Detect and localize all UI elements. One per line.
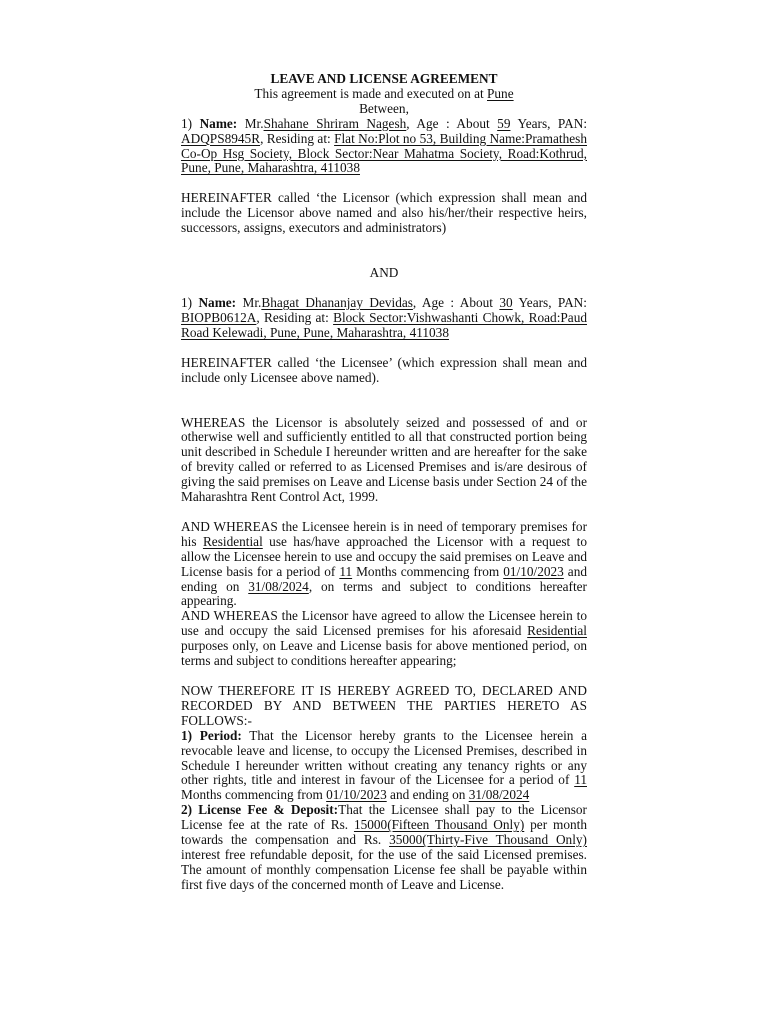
clause-fee-text-2: per month towards the compensation and Rs. (181, 817, 588, 848)
party1-address: Flat No:Plot no 53, Building Name:Pramathesh Co-Op Hsg Society, Block Sector:Near Mahatma Society, Road:Kothrud, Pune, Pune, Maharashtra, 411038 (181, 130, 587, 176)
party1-number: 1) (181, 115, 200, 131)
clause-period (181, 729, 587, 804)
whereas2-text-4: and ending on (181, 563, 587, 594)
clause-period-label: 1) Period: (181, 727, 242, 743)
party1-age: 59 (497, 115, 511, 131)
whereas2-months: 11 (339, 563, 353, 579)
licensor-clause: HEREINAFTER called ‘the Licensor (which expression shall mean and include the Licensor above named and also his/her/their respective heirs, successors, assigns, executors and administrators) (181, 190, 587, 236)
agreement-document (181, 72, 587, 893)
party1-paragraph (181, 117, 587, 177)
intro-text: This agreement is made and executed on at (254, 85, 487, 101)
party2-years-text: Years, PAN: (512, 294, 587, 310)
whereas-paragraph-3 (181, 609, 587, 669)
clause-period-text-2: Months commencing from (181, 787, 327, 803)
clause-period-end-date: 31/08/2024 (468, 787, 530, 803)
clause-fee-label: 2) License Fee & Deposit: (181, 802, 339, 818)
between-line: Between, (359, 100, 409, 116)
intro-place: Pune (487, 85, 514, 101)
party1-name-label: Name: (199, 115, 238, 131)
clause-period-start-date: 01/10/2023 (326, 787, 387, 803)
party1-name: Shahane Shriram Nagesh (263, 115, 407, 131)
whereas2-text-3: Months commencing from (352, 563, 504, 579)
clause-fee-amount: 15000(Fifteen Thousand Only) (353, 817, 525, 833)
party2-address: Block Sector:Vishwashanti Chowk, Road:Paud Road Kelewadi, Pune, Pune, Maharashtra, 411038 (181, 309, 587, 340)
party1-residing-text: , Residing at: (260, 130, 335, 146)
whereas3-text-2: purposes only, on Leave and License basis for above mentioned period, on terms and subject to conditions hereafter appearing; (181, 638, 587, 669)
whereas3-use: Residential (527, 623, 587, 639)
whereas2-end-date: 31/08/2024 (248, 578, 309, 594)
clause-deposit-amount: 35000(Thirty-Five Thousand Only) (389, 832, 587, 848)
party1-age-text: , Age : About (406, 115, 498, 131)
whereas-paragraph-1: WHEREAS the Licensor is absolutely seized and possessed of and or otherwise well and sufficiently entitled to all that constructed portion being unit described in Schedule I hereunder written and are hereafter for the sake of brevity called or referred to as Licensed Premises and is/are desirous of giving the said premises on Leave and License basis under Section 24 of the Maharashtra Rent Control Act, 1999. (181, 414, 587, 505)
whereas3-text-1: AND WHEREAS the Licensor have agreed to allow the Licensee herein to use and occupy the said Licensed premises for his aforesaid (181, 608, 587, 639)
whereas-paragraph-2 (181, 520, 587, 609)
party2-name-label: Name: (198, 294, 237, 310)
party2-name-prefix: Mr. (236, 294, 262, 310)
intro-line (181, 87, 587, 102)
party1-name-prefix: Mr. (237, 115, 264, 131)
clause-fee-text-3: interest free refundable deposit, for the use of the said Licensed premises. The amount of monthly compensation License fee shall be payable within first five days of the concerned month of Leave and License. (181, 846, 587, 892)
party2-number: 1) (181, 294, 199, 310)
clause-fee-text-1: That the Licensee shall pay to the Licensor License fee at the rate of Rs. (181, 802, 587, 833)
party2-residing-text: , Residing at: (256, 309, 334, 325)
whereas2-start-date: 01/10/2023 (503, 563, 564, 579)
now-therefore-heading: NOW THEREFORE IT IS HEREBY AGREED TO, DECLARED AND RECORDED BY AND BETWEEN THE PARTIES HERETO AS FOLLOWS:- (181, 683, 587, 728)
whereas2-use: Residential (202, 533, 263, 549)
licensee-clause: HEREINAFTER called ‘the Licensee’ (which expression shall mean and include only Licensee above named). (181, 354, 587, 385)
whereas2-text-1: AND WHEREAS the Licensee herein is in need of temporary premises for his (181, 518, 587, 549)
party2-age: 30 (499, 294, 513, 310)
document-title: LEAVE AND LICENSE AGREEMENT (270, 71, 498, 86)
party2-paragraph (181, 296, 587, 341)
party2-age-text: , Age : About (412, 294, 500, 310)
clause-period-text-3: and ending on (386, 787, 469, 803)
party2-pan: BIOPB0612A (181, 309, 257, 325)
party2-name: Bhagat Dhananjay Devidas (261, 294, 413, 310)
clause-license-fee (181, 803, 587, 892)
clause-period-text-1: That the Licensor hereby grants to the Licensee herein a revocable leave and license, to occupy the Licensed Premises, described in Schedule I hereunder written without creating any tenancy rights or any other rights, title and interest in favour of the Licensee for a period of (181, 727, 588, 788)
whereas2-text-2: use has/have approached the Licensor with a request to allow the Licensee herein to use and occupy the said premises on Leave and License basis for a period of (181, 533, 587, 579)
and-separator: AND (369, 265, 399, 281)
party1-pan: ADQPS8945R (181, 130, 261, 146)
clause-period-months: 11 (574, 772, 587, 788)
whereas2-text-5: , on terms and subject to conditions hereafter appearing. (181, 578, 587, 609)
party1-years-text: Years, PAN: (510, 115, 588, 131)
